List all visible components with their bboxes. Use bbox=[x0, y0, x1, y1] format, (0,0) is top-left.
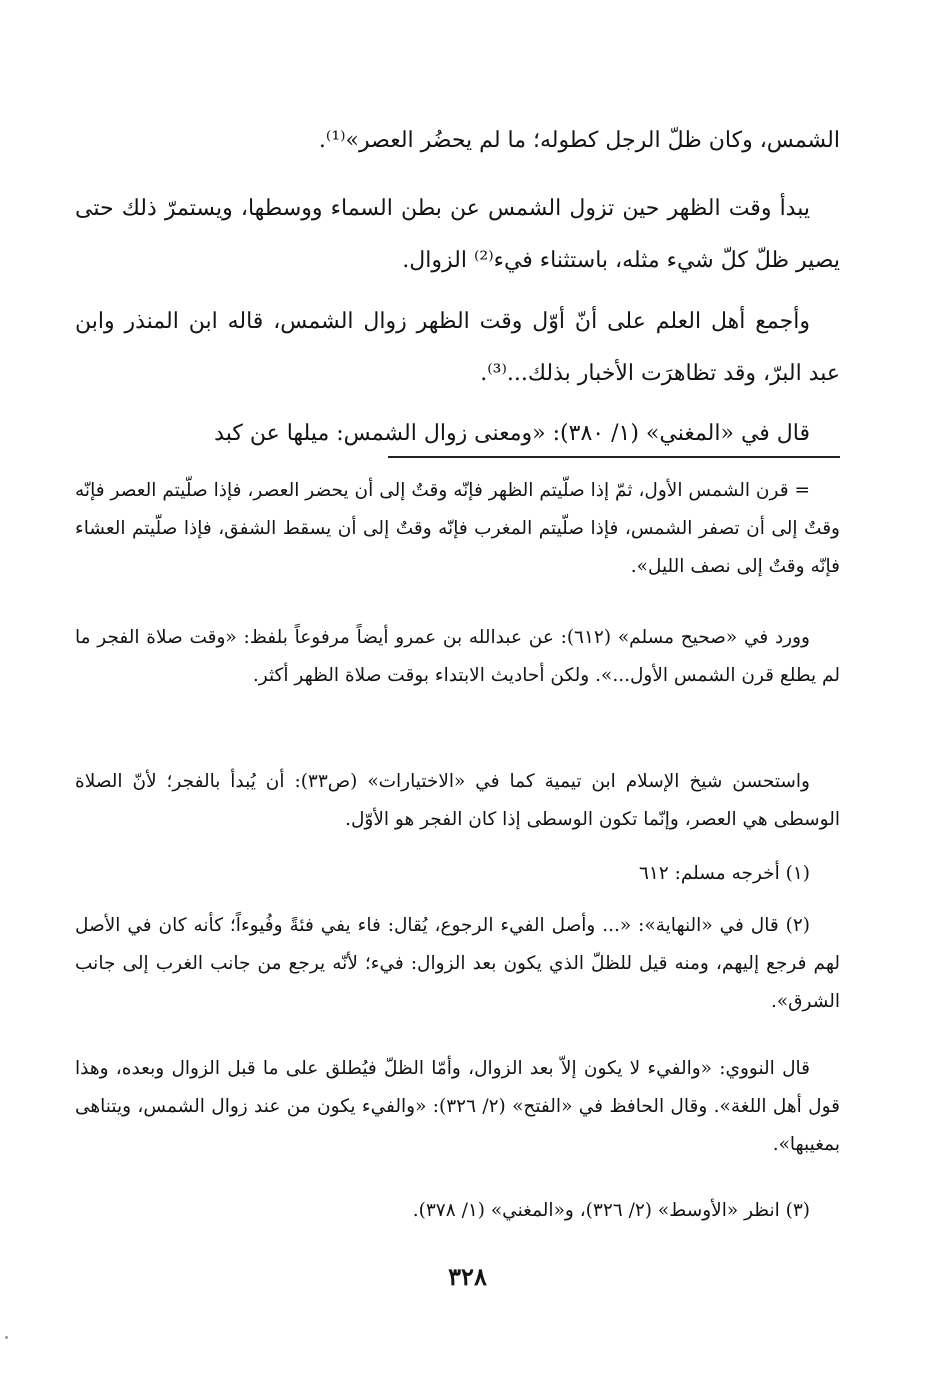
page-number: ٣٢٨ bbox=[448, 1262, 487, 1291]
scan-speck bbox=[5, 1336, 8, 1339]
main-paragraph-2: يبدأ وقت الظهر حين تزول الشمس عن بطن السماء ووسطها، ويستمرّ ذلك حتى يصير ظلّ كلّ شيء مثله، باستثناء فيء⁽²⁾ الزوال. bbox=[75, 196, 840, 273]
footnote-2: (٢) قال في «النهاية»: «... وأصل الفيء الرجوع، يُقال: فاء يفي فئةً وفُيوءاً؛ كأنه كان في الأصل لهم فرجع إليهم، ومنه قيل للظلّ الذي يكون بعد الزوال: فيء؛ لأنّه يرجع من جانب الغرب إلى جانب الشرق». bbox=[75, 915, 840, 1012]
main-paragraph-4: قال في «المغني» (١/ ٣٨٠): «ومعنى زوال الشمس: ميلها عن كبد bbox=[214, 421, 810, 446]
main-paragraph-1: الشمس، وكان ظلّ الرجل كطوله؛ ما لم يحضُر العصر»⁽¹⁾. bbox=[318, 128, 840, 153]
footnote-divider bbox=[388, 456, 840, 458]
footnote-1: (١) أخرجه مسلم: ٦١٢ bbox=[638, 863, 810, 884]
footnote-2-continued: قال النووي: «والفيء لا يكون إلاّ بعد الزوال، وأمّا الظلّ فيُطلق على ما قبل الزوال وبعده، وهذا قول أهل اللغة». وقال الحافظ في «الفتح» (٢/ ٣٢٦): «والفيء يكون من عند زوال الشمس، ويتناهى بمغيبها». bbox=[75, 1058, 840, 1155]
footnote-continuation: = قرن الشمس الأول، ثمّ إذا صلّيتم الظهر فإنّه وقتٌ إلى أن يحضر العصر، فإذا صلّيتم العصر فإنّه وقتٌ إلى أن تصفر الشمس، فإذا صلّيتم المغرب فإنّه وقتٌ إلى أن يسقط الشفق، فإذا صلّيتم العشاء فإنّه وقتٌ إلى نصف الليل». bbox=[75, 480, 840, 577]
footnote-3: (٣) انظر «الأوسط» (٢/ ٣٢٦)، و«المغني» (١/ ٣٧٨). bbox=[412, 1200, 810, 1221]
footnote-taymiyya-paragraph: واستحسن شيخ الإسلام ابن تيمية كما في «الاختيارات» (ص٣٣): أن يُبدأ بالفجر؛ لأنّ الصلاة الوسطى هي العصر، وإنّما تكون الوسطى إذا كان الفجر هو الأوّل. bbox=[75, 771, 840, 830]
footnote-muslim-paragraph: وورد في «صحيح مسلم» (٦١٢): عن عبدالله بن عمرو أيضاً مرفوعاً بلفظ: «وقت صلاة الفجر ما لم يطلع قرن الشمس الأول...». ولكن أحاديث الابتداء بوقت صلاة الظهر أكثر. bbox=[75, 627, 840, 686]
main-paragraph-3: وأجمع أهل العلم على أنّ أوّل وقت الظهر زوال الشمس، قاله ابن المنذر وابن عبد البرّ، وقد تظاهرَت الأخبار بذلك...⁽³⁾. bbox=[75, 309, 840, 386]
